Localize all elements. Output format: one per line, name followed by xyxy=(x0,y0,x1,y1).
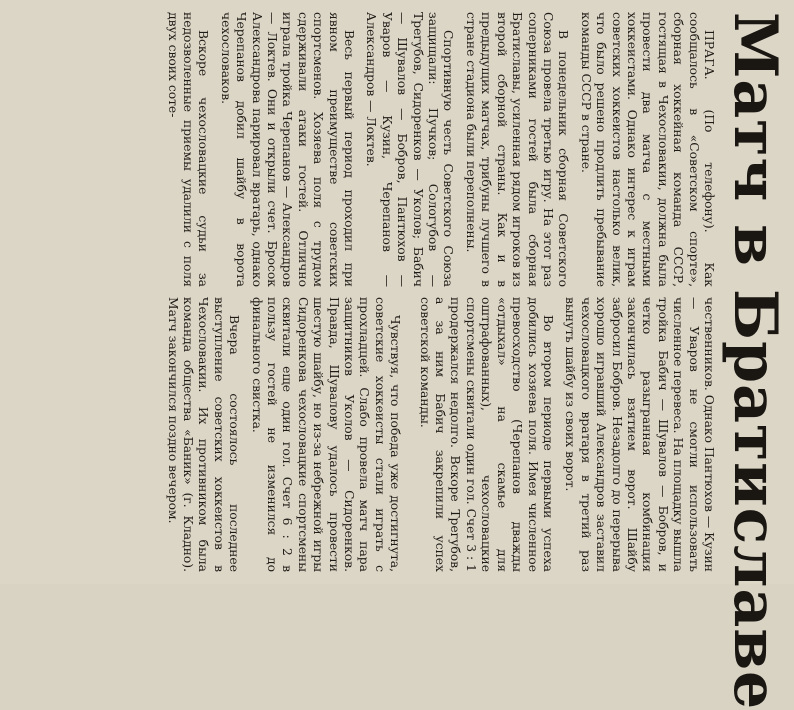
paragraph: чественников. Однако Пантюхов — Кузин — Уваров не смогли использовать численное перевеса. На площадку вышла тройка Бабич — Шувалов — Бобров, и четко разыгранная комбинация закончилась взятием ворот. Шайбу забросил Бобров. Незадолго до перерыва хорошо игравший Александров заставил чехословацкого вратаря в третий раз вынуть шайбу из своих ворот. xyxy=(563,297,716,572)
headline: Матч в Братиславе xyxy=(720,12,790,710)
article-columns xyxy=(16,12,716,572)
paragraph: В понедельник сборная Советского Союза провела третью игру. На этот раз соперниками гостей была сборная Братиславы, усиленная рядом игроков из второй сборной страны. Как и в предыдущих матчах, трибуны лучшего в стране стадиона были переполнены. xyxy=(463,12,571,287)
column-1 xyxy=(16,12,716,287)
paragraph: ПРАГА. (По телефону). Как сообщалось в «Советском спорте», сборная хоккейная команда СССР, гостящая в Чехословакии, должна была провести два матча с местными хоккеистами. Однако интерес к играм советских хоккеистов настолько велик, что было решено продлить пребывание команды СССР в стране. xyxy=(578,12,716,287)
paragraph: Спортивную честь Советского Союза защищали: Пучков; Сологубов — Трегубов, Сидоренков — Уколов; Бабич — Шувалов — Бобров, Пантюхов — Уваров — Кузин, Черепанов — Александров — Локтев. xyxy=(364,12,456,287)
paragraph: Во втором периоде первыми успеха добились хозяева поля. Имея численное превосходство (Черепанов дважды «отдыхал» на скамье для оштрафованных), чехословацкие спортсмены сквитали один гол. Счет 3 : 1 продержался недолго. Вскоре Трегубов, а за ним Бабич закрепили успех советской команды. xyxy=(417,297,555,572)
paragraph: Вчера состоялось последнее выступление советских хоккеистов в Чехословакии. Их противником была команда общества «Баник» (г. Кладно). Матч закончился поздно вечером. xyxy=(165,297,242,572)
paragraph: Вскоре чехословацкие судьи за недозволенные приемы удалили с поля двух своих соте- xyxy=(165,12,211,287)
paragraph: Чувствуя, что победа уже достигнута, советские хоккеисты стали играть с прохладцей. Слабо провела матч пара защитников Уколов — Сидоренков. Правда, Шувалову удалось провести шестую шайбу, но из-за небрежной игры Сидоренкова чехословацкие спортсмены сквитали еще один гол. Счет 6 : 2 в пользу гостей не изменился до финального свистка. xyxy=(249,297,403,572)
paragraph: Весь первый период проходил при явном преимуществе советских спортсменов. Хозяева поля с трудом сдерживали атаки гостей. Отлично играла тройка Черепанов — Александров — Локтев. Они и открыли счет. Бросок Александрова парировал вратарь, однако Черепанов добил шайбу в ворота чехословаков. xyxy=(218,12,357,287)
column-2 xyxy=(16,297,716,572)
